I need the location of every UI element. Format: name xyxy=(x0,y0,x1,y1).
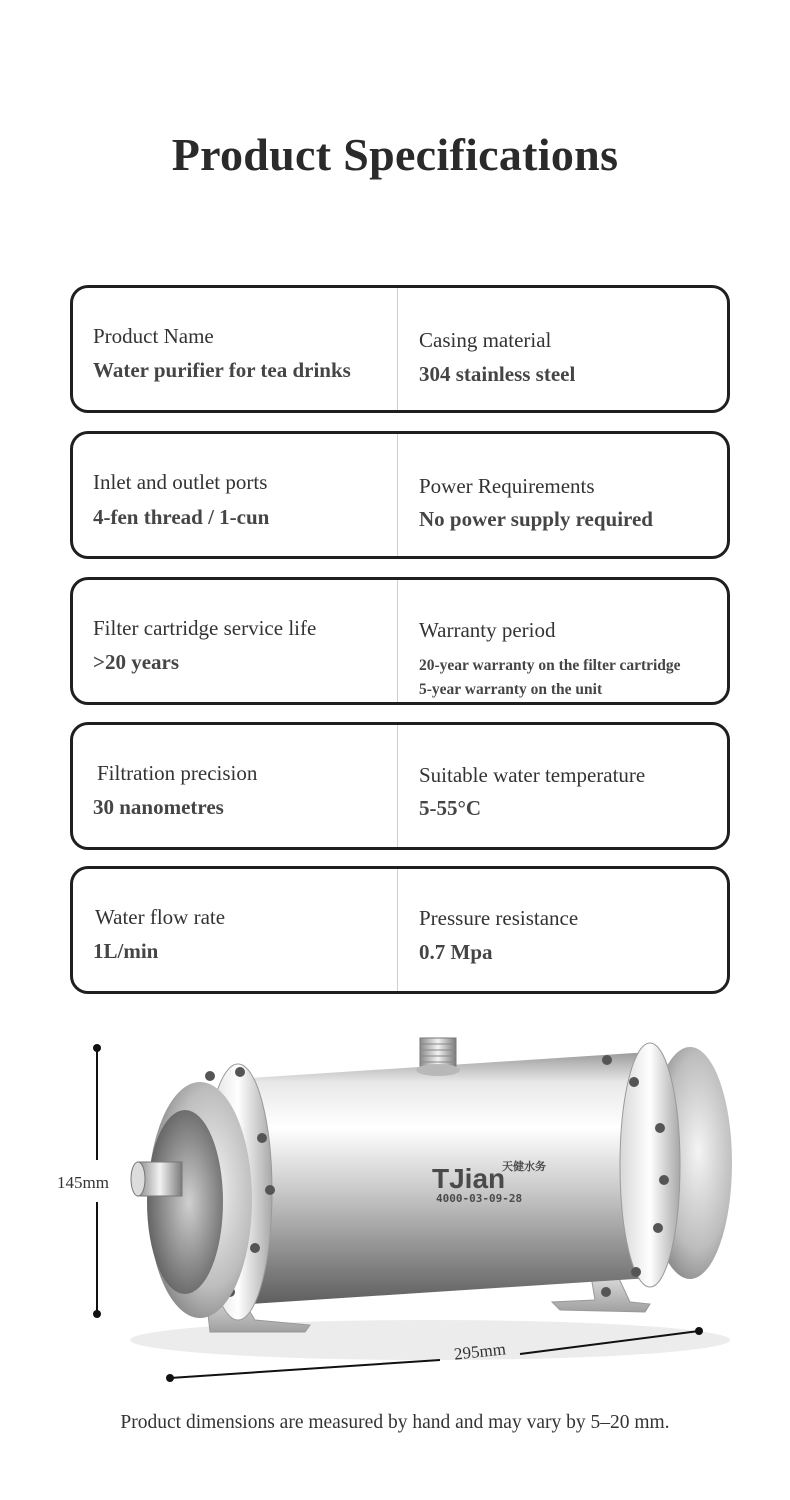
height-label: 145mm xyxy=(57,1173,109,1192)
page-title: Product Specifications xyxy=(171,129,619,180)
spec-label: Power Requirements xyxy=(419,474,595,498)
spec-value: 30 nanometres xyxy=(93,795,224,819)
spec-card-filtration xyxy=(70,722,730,850)
spec-cell-left xyxy=(93,725,393,847)
spec-card-flow-rate xyxy=(70,866,730,994)
spec-value: 304 stainless steel xyxy=(419,362,576,386)
spec-cell-right xyxy=(419,580,731,702)
spec-label: Product Name xyxy=(93,324,214,348)
card-divider xyxy=(397,288,398,410)
spec-cell-right xyxy=(419,288,731,410)
spec-cell-left xyxy=(93,434,393,556)
spec-label: Water flow rate xyxy=(95,905,226,929)
spec-card-service-life xyxy=(70,577,730,705)
spec-label: Filtration precision xyxy=(97,761,258,785)
spec-cell-right xyxy=(419,725,731,847)
spec-value: 1L/min xyxy=(93,939,159,963)
spec-label: Suitable water temperature xyxy=(419,763,646,787)
spec-label: Casing material xyxy=(419,328,552,352)
spec-cell-left xyxy=(93,869,393,991)
dimension-end-dot xyxy=(695,1327,703,1335)
inlet-port-opening xyxy=(131,1162,145,1196)
length-dimension-line-left xyxy=(170,1360,440,1378)
length-label: 295mm xyxy=(453,1339,507,1364)
spec-cell-left xyxy=(93,580,393,702)
card-divider xyxy=(397,434,398,556)
dimension-end-dot xyxy=(93,1044,101,1052)
dimension-end-dot xyxy=(166,1374,174,1382)
spec-value: >20 years xyxy=(93,650,180,674)
port-base xyxy=(416,1064,460,1076)
spec-cell-right xyxy=(419,434,731,556)
product-illustration xyxy=(0,1020,790,1400)
card-divider xyxy=(397,725,398,847)
spec-value: 4-fen thread / 1-cun xyxy=(93,505,270,529)
dimension-end-dot xyxy=(93,1310,101,1318)
water-purifier-drawing xyxy=(0,1020,790,1400)
card-divider xyxy=(397,869,398,991)
spec-card-ports xyxy=(70,431,730,559)
right-flange xyxy=(620,1043,680,1287)
spec-value: 20-year warranty on the filter cartridge xyxy=(419,657,681,674)
spec-label: Warranty period xyxy=(419,618,556,642)
brand-logo: TJian xyxy=(432,1163,506,1194)
spec-label: Pressure resistance xyxy=(419,906,579,930)
spec-cell-left xyxy=(93,288,393,410)
top-outlet-port xyxy=(420,1038,456,1068)
spec-value: Water purifier for tea drinks xyxy=(93,358,351,382)
card-divider xyxy=(397,580,398,702)
spec-value: 5-year warranty on the unit xyxy=(419,681,603,698)
spec-card-product-name xyxy=(70,285,730,413)
spec-label: Filter cartridge service life xyxy=(93,616,317,640)
dimension-disclaimer: Product dimensions are measured by hand and may vary by 5–20 mm. xyxy=(120,1412,670,1433)
spec-cell-right xyxy=(419,869,731,991)
spec-value: 5-55°C xyxy=(419,796,482,820)
brand-phone: 4000-03-09-28 xyxy=(436,1192,523,1205)
spec-value: No power supply required xyxy=(419,507,653,531)
brand-logo-cn: 天健水务 xyxy=(502,1160,546,1173)
left-cap-recess xyxy=(147,1110,223,1294)
spec-value: 0.7 Mpa xyxy=(419,940,493,964)
spec-label: Inlet and outlet ports xyxy=(93,470,268,494)
